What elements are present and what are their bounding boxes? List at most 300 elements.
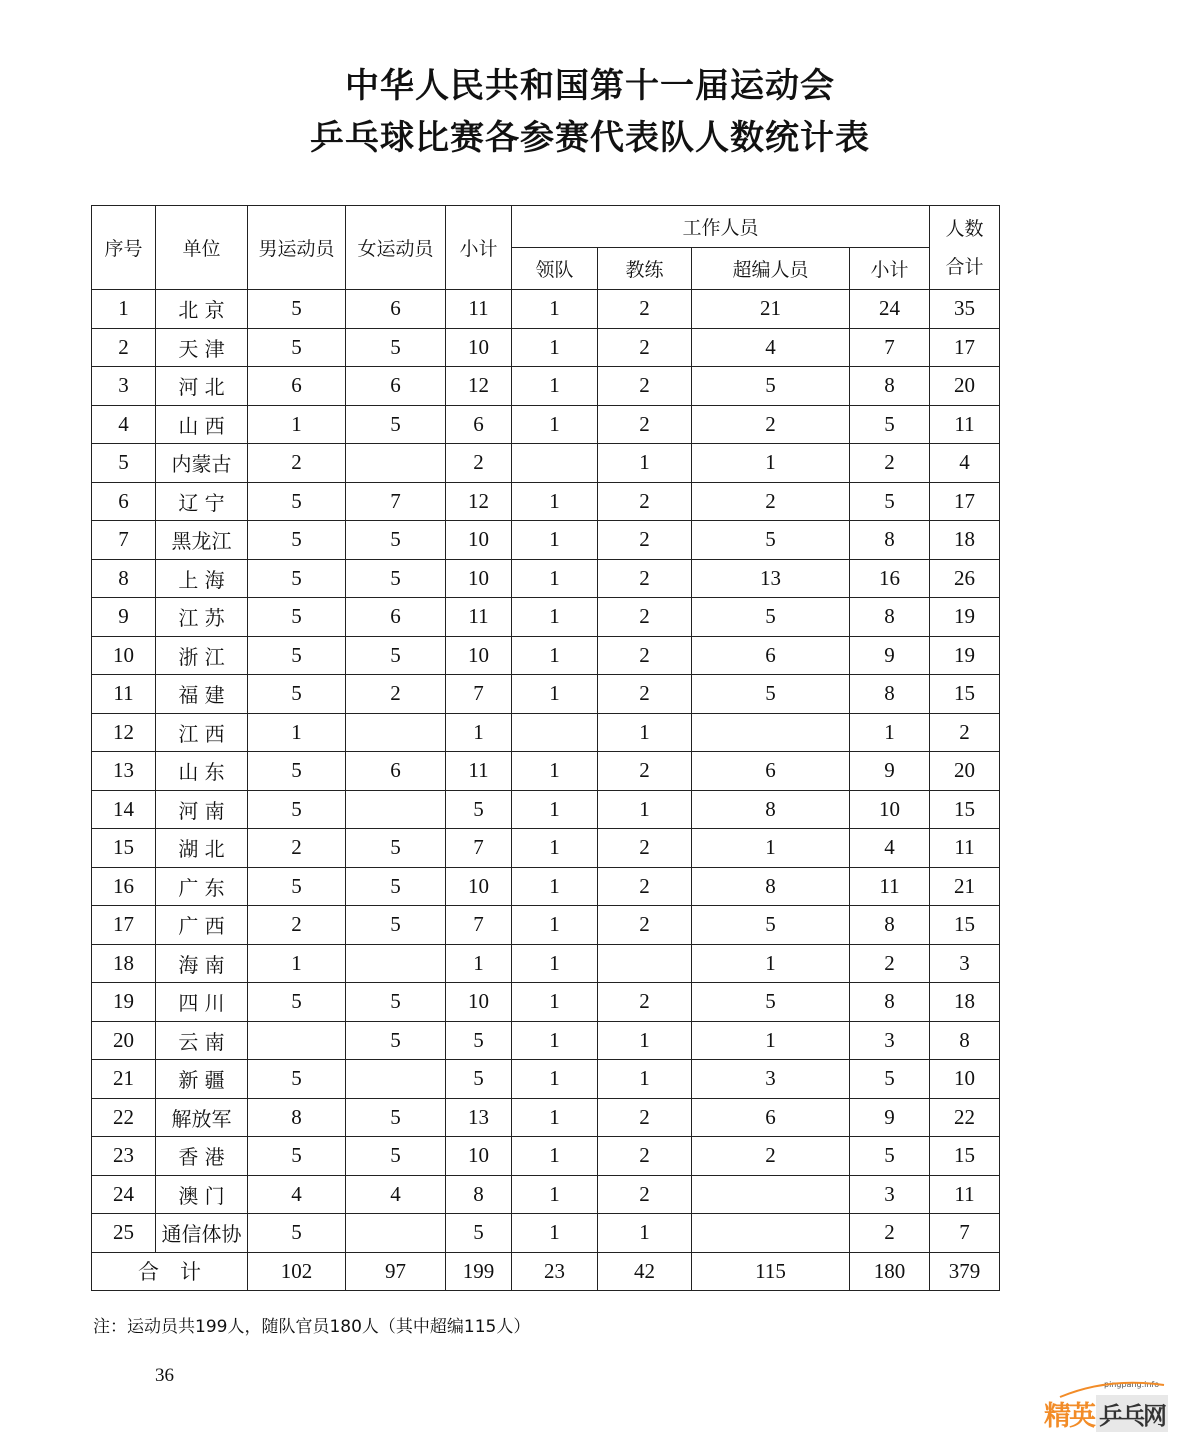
total-cell: 102 (248, 1252, 346, 1291)
row-cell (346, 790, 446, 829)
row-cell: 13 (446, 1098, 512, 1137)
row-cell: 5 (248, 1137, 346, 1176)
row-cell: 5 (346, 1021, 446, 1060)
row-unit: 香 港 (156, 1137, 248, 1176)
table-row (92, 867, 1000, 906)
row-unit: 澳 门 (156, 1175, 248, 1214)
table-row (92, 1098, 1000, 1137)
row-cell: 10 (850, 790, 930, 829)
header-male: 男运动员 (248, 206, 346, 290)
row-cell: 7 (446, 906, 512, 945)
row-cell: 5 (248, 290, 346, 329)
row-cell: 6 (692, 1098, 850, 1137)
row-cell: 1 (248, 944, 346, 983)
row-cell: 1 (598, 713, 692, 752)
table-row (92, 675, 1000, 714)
row-cell: 21 (930, 867, 1000, 906)
row-unit: 山 东 (156, 752, 248, 791)
row-unit: 江 苏 (156, 598, 248, 637)
row-cell: 5 (446, 790, 512, 829)
row-cell: 7 (346, 482, 446, 521)
row-seq: 23 (92, 1137, 156, 1176)
row-cell: 2 (598, 675, 692, 714)
header-extra: 超编人员 (692, 248, 850, 290)
row-cell (692, 1175, 850, 1214)
row-seq: 24 (92, 1175, 156, 1214)
row-cell (692, 1214, 850, 1253)
row-cell: 5 (248, 482, 346, 521)
row-cell: 5 (346, 983, 446, 1022)
row-cell: 11 (850, 867, 930, 906)
total-cell: 199 (446, 1252, 512, 1291)
row-cell: 5 (446, 1021, 512, 1060)
row-seq: 22 (92, 1098, 156, 1137)
row-cell: 8 (692, 867, 850, 906)
page-number: 36 (155, 1365, 174, 1386)
row-cell: 10 (446, 636, 512, 675)
table-row (92, 713, 1000, 752)
row-cell: 1 (512, 367, 598, 406)
row-cell: 7 (446, 829, 512, 868)
row-seq: 10 (92, 636, 156, 675)
row-cell: 1 (512, 1021, 598, 1060)
row-seq: 17 (92, 906, 156, 945)
row-cell: 1 (512, 983, 598, 1022)
header-subtotal: 小计 (446, 206, 512, 290)
row-unit: 四 川 (156, 983, 248, 1022)
row-cell: 2 (598, 405, 692, 444)
row-cell: 5 (692, 521, 850, 560)
row-cell: 1 (692, 829, 850, 868)
table-row (92, 405, 1000, 444)
table-row (92, 1137, 1000, 1176)
row-cell: 5 (446, 1060, 512, 1099)
row-cell: 2 (692, 1137, 850, 1176)
title-line-2: 乒乓球比赛各参赛代表队人数统计表 (310, 118, 870, 158)
row-cell: 10 (446, 983, 512, 1022)
row-cell: 7 (850, 328, 930, 367)
row-cell: 2 (598, 1137, 692, 1176)
row-cell: 2 (248, 906, 346, 945)
table-row (92, 290, 1000, 329)
row-seq: 21 (92, 1060, 156, 1099)
row-seq: 7 (92, 521, 156, 560)
row-cell: 19 (930, 598, 1000, 637)
row-cell: 7 (446, 675, 512, 714)
row-cell: 5 (446, 1214, 512, 1253)
row-cell: 19 (930, 636, 1000, 675)
row-cell: 5 (248, 521, 346, 560)
row-cell: 2 (598, 598, 692, 637)
watermark-logo (1044, 1393, 1176, 1433)
row-cell: 10 (446, 559, 512, 598)
row-cell: 1 (512, 482, 598, 521)
row-cell: 5 (248, 328, 346, 367)
row-cell: 12 (446, 367, 512, 406)
row-cell: 5 (248, 1060, 346, 1099)
row-unit: 新 疆 (156, 1060, 248, 1099)
row-unit: 上 海 (156, 559, 248, 598)
row-cell: 5 (850, 405, 930, 444)
row-cell: 5 (346, 405, 446, 444)
row-cell: 11 (930, 405, 1000, 444)
table-row (92, 983, 1000, 1022)
row-cell: 2 (598, 482, 692, 521)
logo-text-right: 乒乓网 (1096, 1395, 1168, 1432)
row-cell: 2 (850, 944, 930, 983)
row-cell: 11 (930, 1175, 1000, 1214)
total-cell: 379 (930, 1252, 1000, 1291)
row-cell: 1 (446, 944, 512, 983)
row-cell: 5 (346, 906, 446, 945)
row-cell: 2 (692, 405, 850, 444)
row-cell: 8 (850, 906, 930, 945)
row-cell: 2 (598, 752, 692, 791)
row-cell: 5 (248, 675, 346, 714)
row-cell: 7 (930, 1214, 1000, 1253)
row-cell: 6 (692, 636, 850, 675)
row-unit: 河 南 (156, 790, 248, 829)
row-cell: 2 (692, 482, 850, 521)
header-leader: 领队 (512, 248, 598, 290)
table-row (92, 1021, 1000, 1060)
row-cell: 4 (692, 328, 850, 367)
row-cell: 1 (512, 867, 598, 906)
row-cell: 5 (248, 1214, 346, 1253)
table-row (92, 521, 1000, 560)
row-cell (346, 1060, 446, 1099)
row-cell: 1 (512, 675, 598, 714)
table-row (92, 790, 1000, 829)
row-cell: 9 (850, 1098, 930, 1137)
row-cell: 5 (346, 867, 446, 906)
row-cell: 1 (512, 636, 598, 675)
row-seq: 6 (92, 482, 156, 521)
row-cell: 5 (346, 521, 446, 560)
row-cell: 8 (850, 598, 930, 637)
table-row (92, 1214, 1000, 1253)
row-cell: 1 (512, 790, 598, 829)
row-unit: 河 北 (156, 367, 248, 406)
row-cell: 6 (248, 367, 346, 406)
row-cell: 1 (692, 444, 850, 483)
row-seq: 18 (92, 944, 156, 983)
row-seq: 20 (92, 1021, 156, 1060)
row-cell: 8 (248, 1098, 346, 1137)
row-unit: 通信体协 (156, 1214, 248, 1253)
row-cell: 2 (598, 1175, 692, 1214)
row-cell: 12 (446, 482, 512, 521)
row-cell: 8 (446, 1175, 512, 1214)
row-cell: 1 (598, 1214, 692, 1253)
row-cell: 5 (248, 752, 346, 791)
row-cell: 5 (346, 829, 446, 868)
row-unit: 浙 江 (156, 636, 248, 675)
row-cell: 2 (598, 829, 692, 868)
row-cell: 5 (692, 983, 850, 1022)
footnote: 注：运动员共199人，随队官员180人（其中超编115人） (93, 1317, 531, 1337)
row-seq: 19 (92, 983, 156, 1022)
row-cell: 21 (692, 290, 850, 329)
table-row (92, 944, 1000, 983)
table-body (92, 290, 1000, 1253)
row-cell: 5 (692, 675, 850, 714)
row-cell: 2 (850, 444, 930, 483)
row-cell: 4 (930, 444, 1000, 483)
total-cell: 42 (598, 1252, 692, 1291)
total-cell: 23 (512, 1252, 598, 1291)
table-row (92, 1175, 1000, 1214)
row-cell: 10 (446, 1137, 512, 1176)
row-cell: 6 (346, 752, 446, 791)
row-cell: 5 (248, 598, 346, 637)
row-seq: 15 (92, 829, 156, 868)
row-cell: 18 (930, 521, 1000, 560)
row-cell: 1 (512, 598, 598, 637)
row-cell: 15 (930, 790, 1000, 829)
row-cell: 2 (248, 829, 346, 868)
row-cell: 2 (930, 713, 1000, 752)
row-cell: 3 (850, 1175, 930, 1214)
row-cell: 1 (446, 713, 512, 752)
row-unit: 福 建 (156, 675, 248, 714)
table-row (92, 829, 1000, 868)
row-seq: 13 (92, 752, 156, 791)
table-row (92, 559, 1000, 598)
row-cell: 5 (346, 559, 446, 598)
row-cell: 2 (446, 444, 512, 483)
row-seq: 25 (92, 1214, 156, 1253)
row-cell: 5 (850, 1060, 930, 1099)
row-cell: 1 (692, 1021, 850, 1060)
row-cell: 5 (248, 867, 346, 906)
row-cell: 6 (692, 752, 850, 791)
row-seq: 4 (92, 405, 156, 444)
row-unit: 江 西 (156, 713, 248, 752)
row-cell: 2 (598, 521, 692, 560)
row-cell (346, 944, 446, 983)
row-cell: 11 (930, 829, 1000, 868)
row-unit: 云 南 (156, 1021, 248, 1060)
row-cell: 1 (512, 521, 598, 560)
row-cell: 22 (930, 1098, 1000, 1137)
team-count-table (91, 205, 1000, 1291)
title-line-1: 中华人民共和国第十一届运动会 (345, 66, 835, 106)
row-cell: 15 (930, 1137, 1000, 1176)
header-staff-subtotal: 小计 (850, 248, 930, 290)
table-row (92, 367, 1000, 406)
row-cell: 1 (512, 752, 598, 791)
row-unit: 解放军 (156, 1098, 248, 1137)
total-row (92, 1252, 1000, 1291)
row-cell: 8 (850, 521, 930, 560)
row-cell (346, 713, 446, 752)
row-cell: 1 (512, 328, 598, 367)
table-row (92, 328, 1000, 367)
row-cell: 1 (598, 444, 692, 483)
row-cell: 1 (512, 290, 598, 329)
table-row (92, 482, 1000, 521)
row-seq: 14 (92, 790, 156, 829)
row-cell: 9 (850, 752, 930, 791)
row-cell: 5 (692, 367, 850, 406)
row-seq: 3 (92, 367, 156, 406)
table-row (92, 906, 1000, 945)
row-cell: 1 (598, 1021, 692, 1060)
row-unit: 天 津 (156, 328, 248, 367)
row-cell: 20 (930, 367, 1000, 406)
row-cell: 5 (346, 636, 446, 675)
table-row (92, 636, 1000, 675)
header-staff: 工作人员 (512, 206, 930, 248)
row-cell: 6 (346, 367, 446, 406)
row-cell: 15 (930, 675, 1000, 714)
row-cell: 2 (248, 444, 346, 483)
row-cell: 2 (346, 675, 446, 714)
row-cell: 5 (346, 1137, 446, 1176)
row-cell (512, 444, 598, 483)
row-cell: 9 (850, 636, 930, 675)
row-unit: 广 东 (156, 867, 248, 906)
row-cell: 3 (692, 1060, 850, 1099)
row-cell: 1 (512, 944, 598, 983)
table-row (92, 444, 1000, 483)
row-cell: 5 (248, 636, 346, 675)
row-cell: 10 (446, 867, 512, 906)
row-cell: 2 (598, 867, 692, 906)
row-cell: 2 (598, 290, 692, 329)
row-cell: 20 (930, 752, 1000, 791)
row-cell: 1 (248, 713, 346, 752)
row-cell: 2 (598, 906, 692, 945)
swoosh-icon (1058, 1375, 1168, 1399)
row-cell: 5 (346, 1098, 446, 1137)
row-cell: 11 (446, 290, 512, 329)
total-cell: 180 (850, 1252, 930, 1291)
row-cell (346, 444, 446, 483)
row-seq: 12 (92, 713, 156, 752)
header-female: 女运动员 (346, 206, 446, 290)
row-cell: 6 (346, 290, 446, 329)
row-cell: 2 (598, 983, 692, 1022)
row-cell: 1 (512, 1060, 598, 1099)
row-cell (512, 713, 598, 752)
row-cell: 8 (692, 790, 850, 829)
header-seq: 序号 (92, 206, 156, 290)
row-cell: 11 (446, 752, 512, 791)
row-cell: 11 (446, 598, 512, 637)
row-cell: 17 (930, 482, 1000, 521)
row-unit: 辽 宁 (156, 482, 248, 521)
row-cell: 1 (598, 790, 692, 829)
row-seq: 1 (92, 290, 156, 329)
total-cell: 115 (692, 1252, 850, 1291)
logo-text-left: 精英 (1044, 1400, 1094, 1432)
row-cell: 1 (512, 1175, 598, 1214)
row-cell: 2 (598, 1098, 692, 1137)
row-cell: 4 (248, 1175, 346, 1214)
row-cell: 4 (346, 1175, 446, 1214)
total-label: 合 计 (92, 1252, 248, 1291)
header-total: 人数合计 (930, 206, 1000, 290)
row-cell: 1 (512, 1137, 598, 1176)
watermark-url: pingpang.info (1104, 1380, 1160, 1389)
row-seq: 9 (92, 598, 156, 637)
row-cell: 5 (248, 559, 346, 598)
row-cell: 15 (930, 906, 1000, 945)
row-cell: 10 (930, 1060, 1000, 1099)
row-cell: 6 (446, 405, 512, 444)
table-row (92, 598, 1000, 637)
row-seq: 5 (92, 444, 156, 483)
row-cell: 2 (850, 1214, 930, 1253)
row-cell: 3 (930, 944, 1000, 983)
row-cell: 2 (598, 636, 692, 675)
row-cell: 1 (512, 1214, 598, 1253)
table-row (92, 1060, 1000, 1099)
row-cell: 2 (598, 559, 692, 598)
row-cell: 1 (512, 1098, 598, 1137)
row-cell: 8 (850, 675, 930, 714)
row-cell: 8 (930, 1021, 1000, 1060)
row-seq: 16 (92, 867, 156, 906)
row-cell: 26 (930, 559, 1000, 598)
row-cell: 1 (248, 405, 346, 444)
row-unit: 北 京 (156, 290, 248, 329)
row-cell: 24 (850, 290, 930, 329)
row-unit: 湖 北 (156, 829, 248, 868)
row-cell: 5 (346, 328, 446, 367)
row-cell (598, 944, 692, 983)
header-unit: 单位 (156, 206, 248, 290)
row-cell: 8 (850, 983, 930, 1022)
row-cell: 1 (850, 713, 930, 752)
row-cell: 16 (850, 559, 930, 598)
row-unit: 海 南 (156, 944, 248, 983)
row-cell: 13 (692, 559, 850, 598)
row-cell: 35 (930, 290, 1000, 329)
row-cell: 5 (248, 983, 346, 1022)
row-cell: 5 (850, 1137, 930, 1176)
row-cell: 1 (692, 944, 850, 983)
row-cell: 4 (850, 829, 930, 868)
row-cell: 5 (248, 790, 346, 829)
row-unit: 广 西 (156, 906, 248, 945)
row-cell: 5 (692, 906, 850, 945)
row-cell (248, 1021, 346, 1060)
row-cell: 17 (930, 328, 1000, 367)
table-row (92, 752, 1000, 791)
row-cell: 8 (850, 367, 930, 406)
row-cell: 5 (692, 598, 850, 637)
header-coach: 教练 (598, 248, 692, 290)
row-seq: 2 (92, 328, 156, 367)
row-cell: 2 (598, 367, 692, 406)
row-cell: 2 (598, 328, 692, 367)
row-cell: 1 (512, 906, 598, 945)
row-cell: 1 (598, 1060, 692, 1099)
row-cell (692, 713, 850, 752)
row-cell: 18 (930, 983, 1000, 1022)
row-cell: 5 (850, 482, 930, 521)
row-cell: 1 (512, 405, 598, 444)
row-cell: 1 (512, 829, 598, 868)
row-seq: 11 (92, 675, 156, 714)
row-unit: 内蒙古 (156, 444, 248, 483)
row-unit: 山 西 (156, 405, 248, 444)
row-cell: 10 (446, 521, 512, 560)
row-cell (346, 1214, 446, 1253)
